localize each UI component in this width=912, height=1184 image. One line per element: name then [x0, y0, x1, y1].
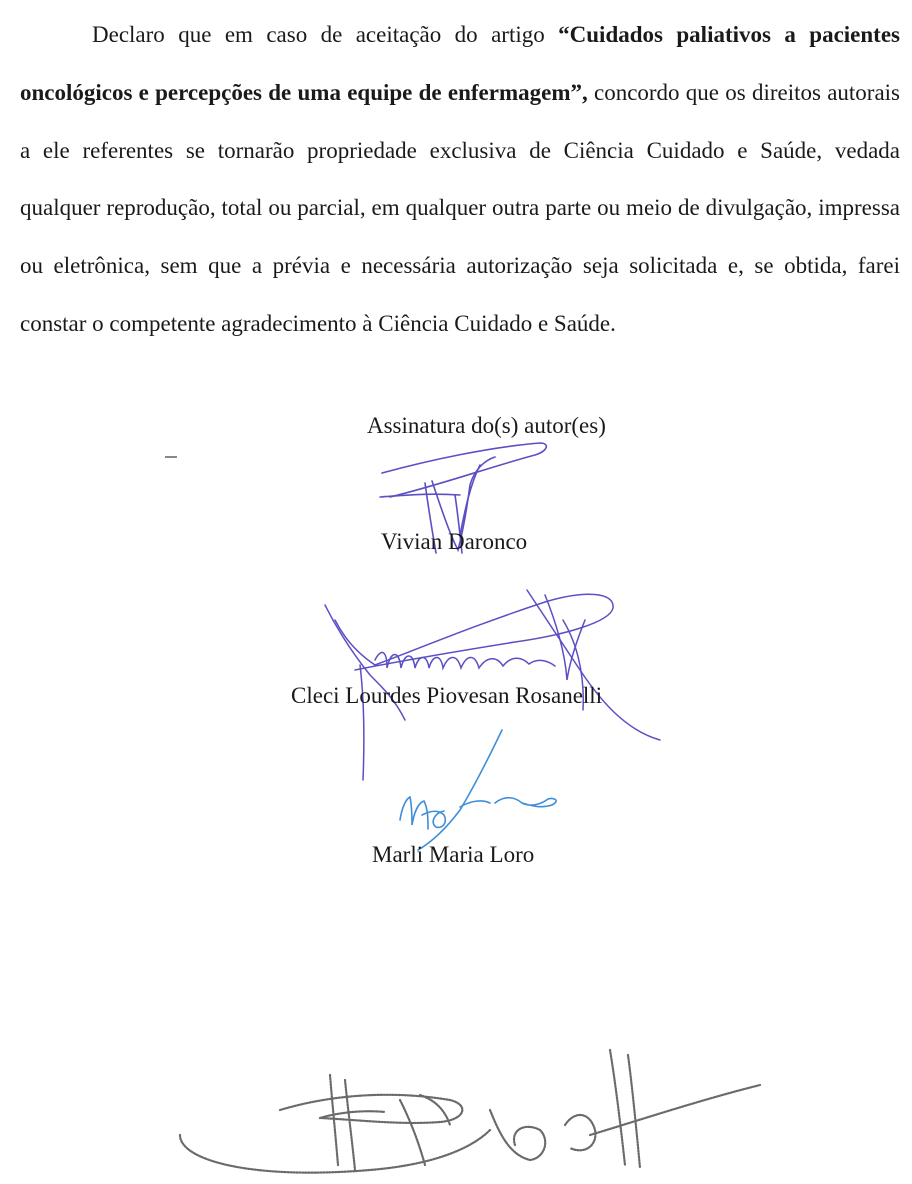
author-name: Vivian Daronco [381, 529, 528, 554]
declaration-intro: Declaro que em caso de aceitação do artigo [92, 22, 559, 47]
declaration-body: concordo que os direitos autorais a ele referentes se tornarão propriedade exclusiva de Ciência Cuidado e Saúde, vedada qualquer reprodução, total ou parcial, em qualquer outra parte ou meio de divulgação, impressa ou eletrônica, sem que a prévia e necessária autorização seja solicitada e, se obtida, farei constar o competente agradecimento à Ciência Cuidado e Saúde. [20, 79, 900, 336]
author-name: Cleci Lourdes Piovesan Rosanelli [291, 683, 603, 708]
author-name: Marli Maria Loro [372, 842, 535, 867]
signature-heading: Assinatura do(s) autor(es) [367, 413, 606, 438]
scan-speck [165, 456, 177, 458]
signature-marli-loro [390, 725, 570, 855]
declaration-paragraph [20, 6, 900, 353]
article-title: “Cuidados paliativos a pacientes oncológicos e percepções de uma equipe de enfermagem”, [20, 22, 900, 105]
signature-bottom-gray [170, 1040, 770, 1180]
